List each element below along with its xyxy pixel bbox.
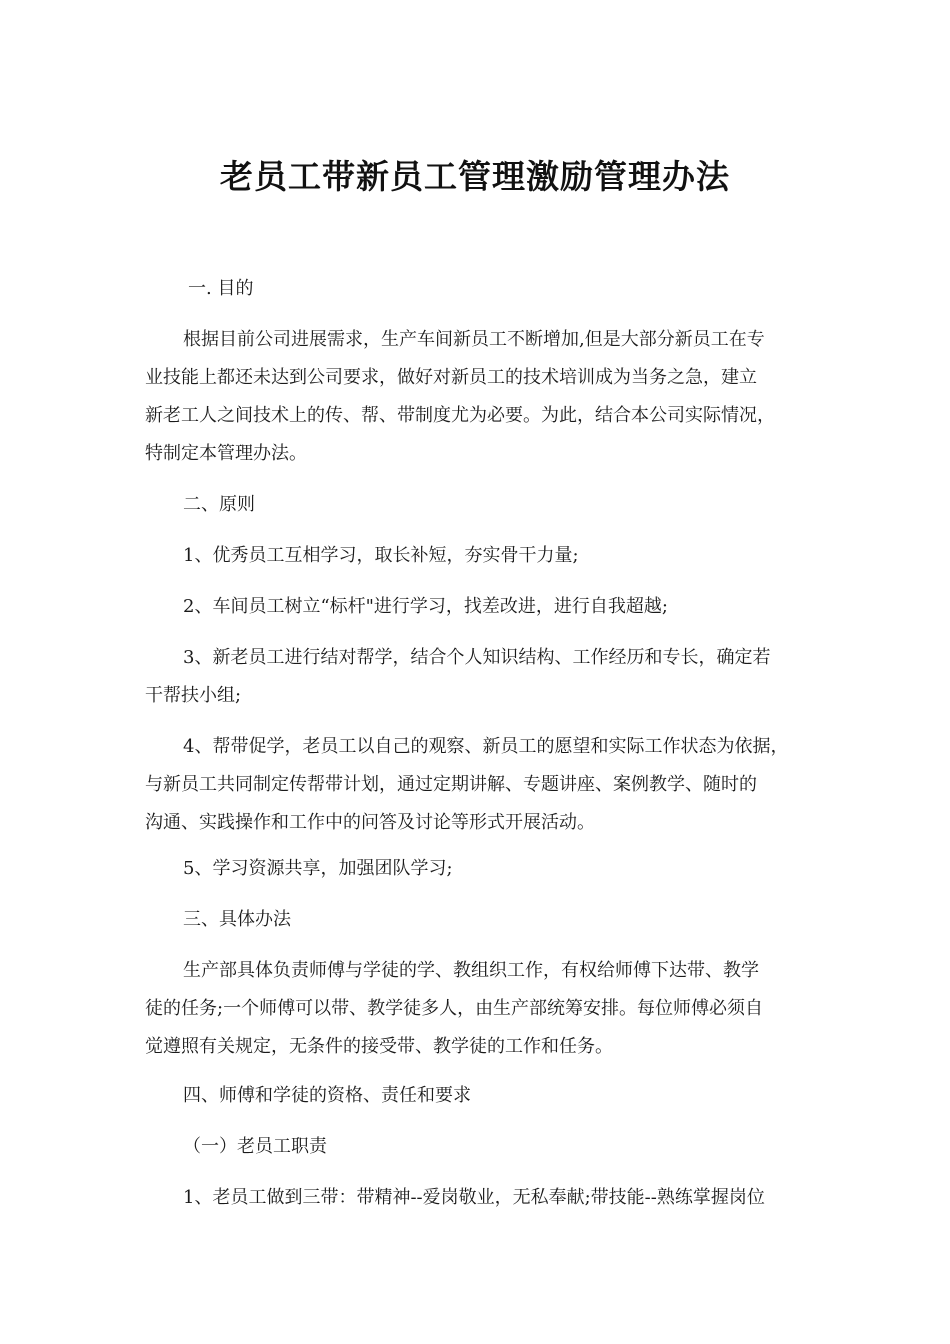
- paragraph-line: 业技能上都还未达到公司要求，做好对新员工的技术培训成为当务之急，建立: [145, 367, 757, 388]
- list-item: 1、老员工做到三带：带精神--爱岗敬业，无私奉献;带技能--熟练掌握岗位: [183, 1187, 765, 1208]
- list-item-continuation: 与新员工共同制定传帮带计划，通过定期讲解、专题讲座、案例教学、随时的: [145, 774, 757, 795]
- subsection-heading: （一）老员工职责: [183, 1136, 327, 1157]
- list-item: 4、帮带促学，老员工以自己的观察、新员工的愿望和实际工作状态为依据，: [183, 736, 789, 757]
- list-item-continuation: 干帮扶小组;: [145, 685, 242, 706]
- list-item: 3、新老员工进行结对帮学，结合个人知识结构、工作经历和专长，确定若: [183, 647, 771, 668]
- list-item-continuation: 沟通、实践操作和工作中的问答及讨论等形式开展活动。: [145, 812, 595, 833]
- paragraph-line: 觉遵照有关规定，无条件的接受带、教学徒的工作和任务。: [145, 1036, 613, 1057]
- list-item: 1、优秀员工互相学习，取长补短，夯实骨干力量;: [183, 545, 579, 566]
- paragraph-line: 徒的任务;一个师傅可以带、教学徒多人，由生产部统筹安排。每位师傅必须自: [145, 998, 764, 1019]
- paragraph-line: 生产部具体负责师傅与学徒的学、教组织工作，有权给师傅下达带、教学: [183, 960, 759, 981]
- paragraph-line: 特制定本管理办法。: [145, 443, 307, 464]
- list-item: 2、车间员工树立“标杆"进行学习，找差改进，进行自我超越;: [183, 596, 668, 617]
- document-title: 老员工带新员工管理激励管理办法: [220, 157, 730, 196]
- section-heading-purpose: 一. 目的: [188, 278, 254, 299]
- section-heading-methods: 三、具体办法: [183, 909, 291, 930]
- section-heading-principles: 二、原则: [183, 494, 255, 515]
- section-heading-qualifications: 四、师傅和学徒的资格、责任和要求: [183, 1085, 471, 1106]
- paragraph-line: 根据目前公司进展需求，生产车间新员工不断增加,但是大部分新员工在专: [183, 329, 765, 350]
- paragraph-line: 新老工人之间技术上的传、帮、带制度尤为必要。为此，结合本公司实际情况，: [145, 405, 775, 426]
- list-item: 5、学习资源共享，加强团队学习;: [183, 858, 453, 879]
